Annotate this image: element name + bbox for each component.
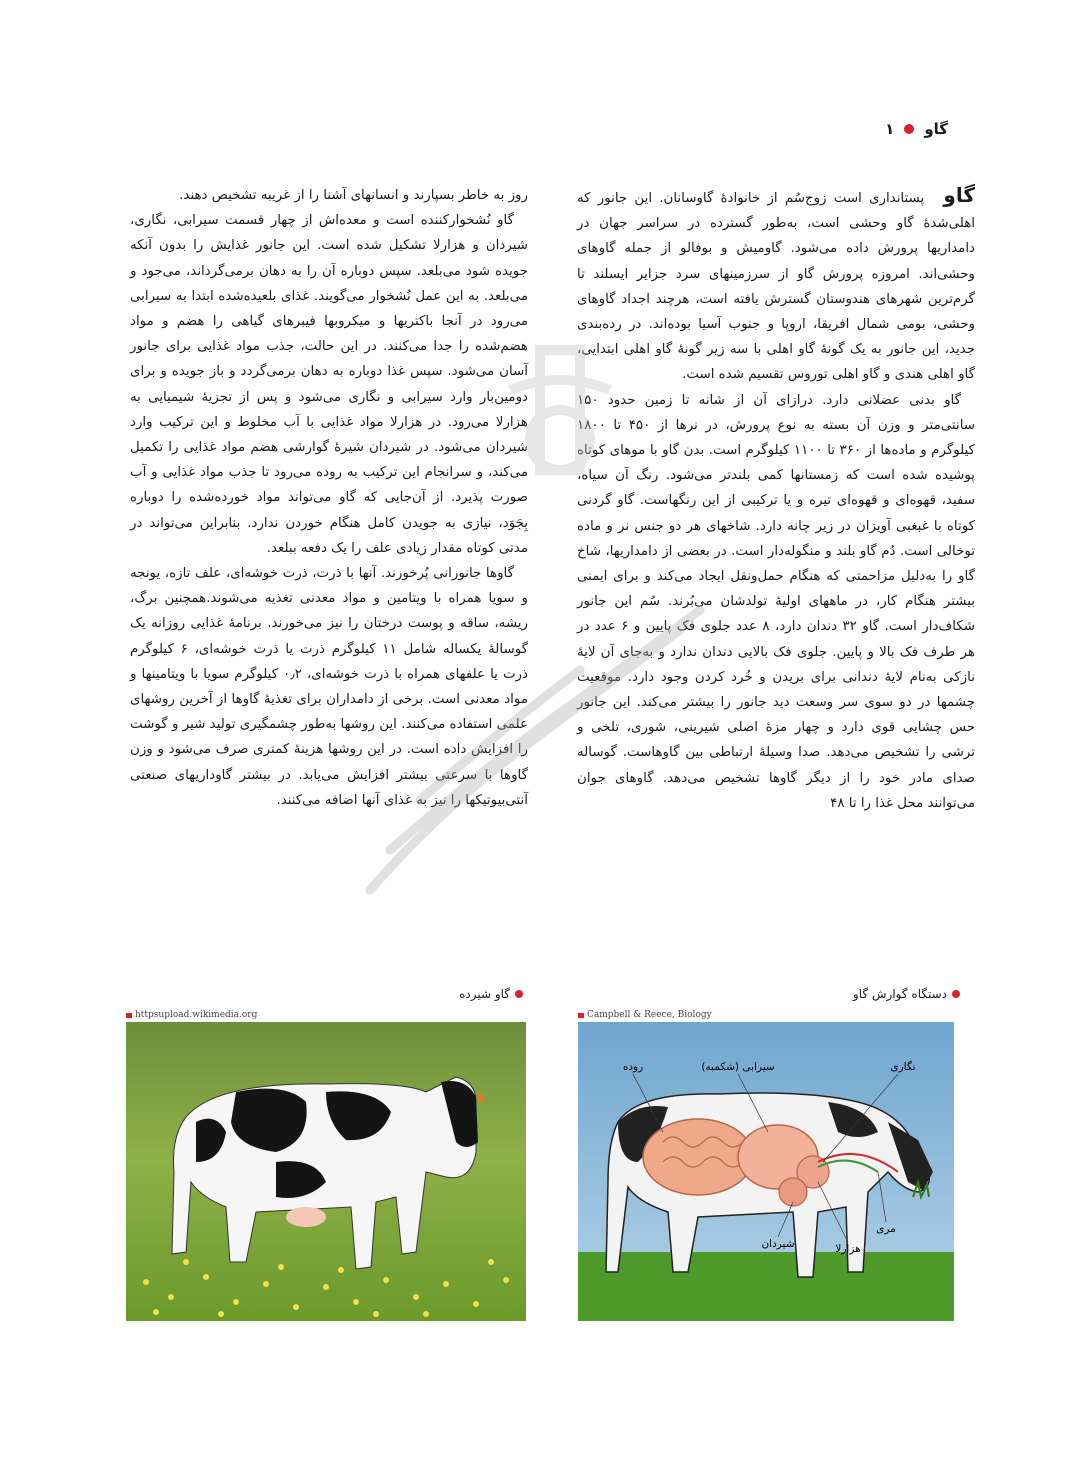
credit-text: httpsupload.wikimedia.org: [135, 1010, 258, 1020]
page-title: گاو: [924, 120, 948, 138]
diagram-caption: [853, 987, 960, 1001]
credit-text: Campbell & Reece, Biology: [587, 1010, 712, 1020]
page-number: ۱: [885, 120, 895, 138]
paragraph: گاو بدنی عضلانی دارد. درازای آن از شانه تا زمین حدود ۱۵۰ سانتی‌متر و وزن آن بسته به نوع پرورش، در نرها از ۴۵۰ تا ۱۸۰۰ کیلوگرم و ماده‌ها از ۳۶۰ تا ۱۱۰۰ کیلوگرم است. بدن گاو با موهای کوتاه پوشیده شده است که زمستانها کمی بلندتر می‌شود. رنگ آن سیاه، سفید، قهوه‌ای و قهوه‌ای تیره و یا ترکیبی از این رنگهاست. گاو گردنی کوتاه با غبغبی آویزان در زیر چانه دارد. شاخهای هر دو جنس نر و ماده توخالی است. دُم گاو بلند و منگوله‌دار است. در بعضی از دامداریها، شاخ گاو را به‌دلیل مزاحمتی که هنگام حمل‌ونقل ایجاد می‌کند و برای ایمنی بیشتر هنگام کار، در ماههای اولیهٔ تولدشان می‌بُرند. سُم این جانور شکاف‌دار است. گاو ۳۲ دندان دارد، ۸ عدد جلوی فک پایین و ۶ عدد در هر طرف فک بالا و پایین. جلوی فک بالایی دندان ندارد و به‌جای آن لایهٔ نازکی به‌نام لایهٔ دندانی برای بریدن و خُرد کردن وجود دارد. موقعیت چشمها در دو سوی سر وسعت دید جانور را بیشتر می‌کند. این جانور حس چشایی قوی دارد و چهار مزهٔ اصلی شیرینی، شوری، تلخی و ترشی را تشخیص می‌دهد. صدا وسیلهٔ ارتباطی بین گاوهاست. گوساله صدای مادر خود را از دیگر گاوها تشخیص می‌دهد. گاوهای جوان می‌توانند محل غذا را تا ۴۸: [577, 392, 976, 811]
label-abomasum: شیردان: [761, 1238, 795, 1250]
paragraph: گاو نُشخوارکننده است و معده‌اش از چهار قسمت سیرابی، نگاری، شیردان و هزارلا تشکیل شده است. این جانور غذایش را بدون آنکه جویده شود می‌بلعد. سپس دوباره آن را به دهان برمی‌گرداند، می‌جود و می‌بلعد. به این عمل نُشخوار می‌گویند. غذای بلعیده‌شده ابتدا به سیرابی می‌رود در آنجا باکتریها و میکروبها فیبرهای گیاهی را هضم و مواد هضم‌شده را جدا می‌کنند. در این حالت، جذب مواد غذایی برای جانور آسان می‌شود. سپس غذا دوباره به دهان برمی‌گردد و باز جویده و برای دومین‌بار وارد سیرابی و نگاری می‌شود و پس از تجزیهٔ شیمیایی به هزارلا می‌رود. در هزارلا مواد غذایی با آب مخلوط و این ترکیب وارد شیردان می‌شود. در شیردان شیرهٔ گوارشی هضم مواد غذایی را تکمیل می‌کند، و سرانجام این ترکیب به روده می‌رود تا جذب مواد غذایی و آب صورت پذیرد. از آن‌جایی که گاو می‌تواند مواد خورده‌شده را دوباره بِجَوَد، نیازی به جویدن کامل هنگام خوردن ندارد. بنابراین می‌تواند در مدتی کوتاه مقدار زیادی علف را یک دفعه ببلعد.: [130, 213, 528, 556]
photo-credit: [126, 1010, 257, 1020]
caption-text: گاو شیرده: [459, 987, 510, 1001]
photo-caption: [459, 987, 523, 1001]
red-square-icon: [126, 1013, 132, 1018]
red-square-icon: [578, 1013, 584, 1018]
paragraph-text: پستانداری است زوج‌سُم از خانوادهٔ گاوسانان. این جانور که اهلی‌شدهٔ گاو وحشی است، به‌طور گسترده در سراسر جهان در دامداریها پرورش داده می‌شود. گاومیش و بوفالو از جمله گاوهای وحشی‌اند. امروزه پرورش گاو از سرزمینهای سرد جزایر ایسلند تا گرم‌ترین شهرهای هندوستان گسترش یافته است، هرچند اجداد گاوهای وحشی، بومی شمال افریقا، اروپا و جنوب آسیا بوده‌اند. در رده‌بندی جدید، این جانور به یک گونهٔ گاو اهلی با سه زیر گونهٔ گاو اهلی ابتدایی، گاو اهلی هندی و گاو اهلی توروس تقسیم شده است.: [577, 191, 975, 383]
digestive-diagram: [578, 1022, 954, 1321]
label-omasum: هزارلا: [835, 1243, 861, 1255]
label-intestine: روده: [622, 1061, 644, 1073]
lead-word: گاو: [943, 183, 975, 207]
label-rumen: سیرابی (شکمبه): [701, 1061, 775, 1073]
left-column: [130, 183, 528, 813]
paragraph: گاوها جانورانی پُرخورند. آنها با ذرت، ذرت خوشه‌ای، علف تازه، یونجه و سویا همراه با ویتامین و مواد معدنی تغذیه می‌شوند.همچنین برگ، ریشه، ساقه و پوست درختان را نیز می‌خورند. برنامهٔ غذایی روزانه یک گوسالهٔ یکساله شامل ۱۱ کیلوگرم ذرت یا ذرت خوشه‌ای، ۶ کیلوگرم ذرت یا علفهای همراه با ذرت خوشه‌ای، ۰٫۲ کیلوگرم سویا با ویتامینها و مواد معدنی است. برخی از دامداران برای تغذیهٔ گاوها از آخرین روشهای علمی استفاده می‌کنند. این روشها به‌طور چشمگیری تولید شیر و گوشت را افزایش داده است. در این روشها هزینهٔ کمتری صرف می‌شود و وزن گاوها با سرعتی بیشتر افزایش می‌یابد. در بیشتر گاوداریهای صنعتی آنتی‌بیوتیکها را نیز به غذای آنها اضافه می‌کنند.: [130, 566, 528, 808]
right-column: [577, 183, 975, 816]
diagram-credit: [578, 1010, 712, 1020]
paragraph: روز به خاطر بسپارند و انسانهای آشنا را از غریبه تشخیص دهند.: [179, 188, 528, 203]
red-dot-icon: [515, 990, 523, 998]
red-dot-icon: [904, 124, 914, 134]
paragraph: [577, 183, 975, 388]
caption-text: دستگاه گوارش گاو: [852, 987, 947, 1001]
page-header: [885, 120, 948, 138]
label-reticulum: نگاری: [890, 1061, 916, 1073]
dairy-cow-photo: [126, 1022, 526, 1321]
red-dot-icon: [952, 990, 960, 998]
label-esophagus: مری: [876, 1223, 896, 1235]
